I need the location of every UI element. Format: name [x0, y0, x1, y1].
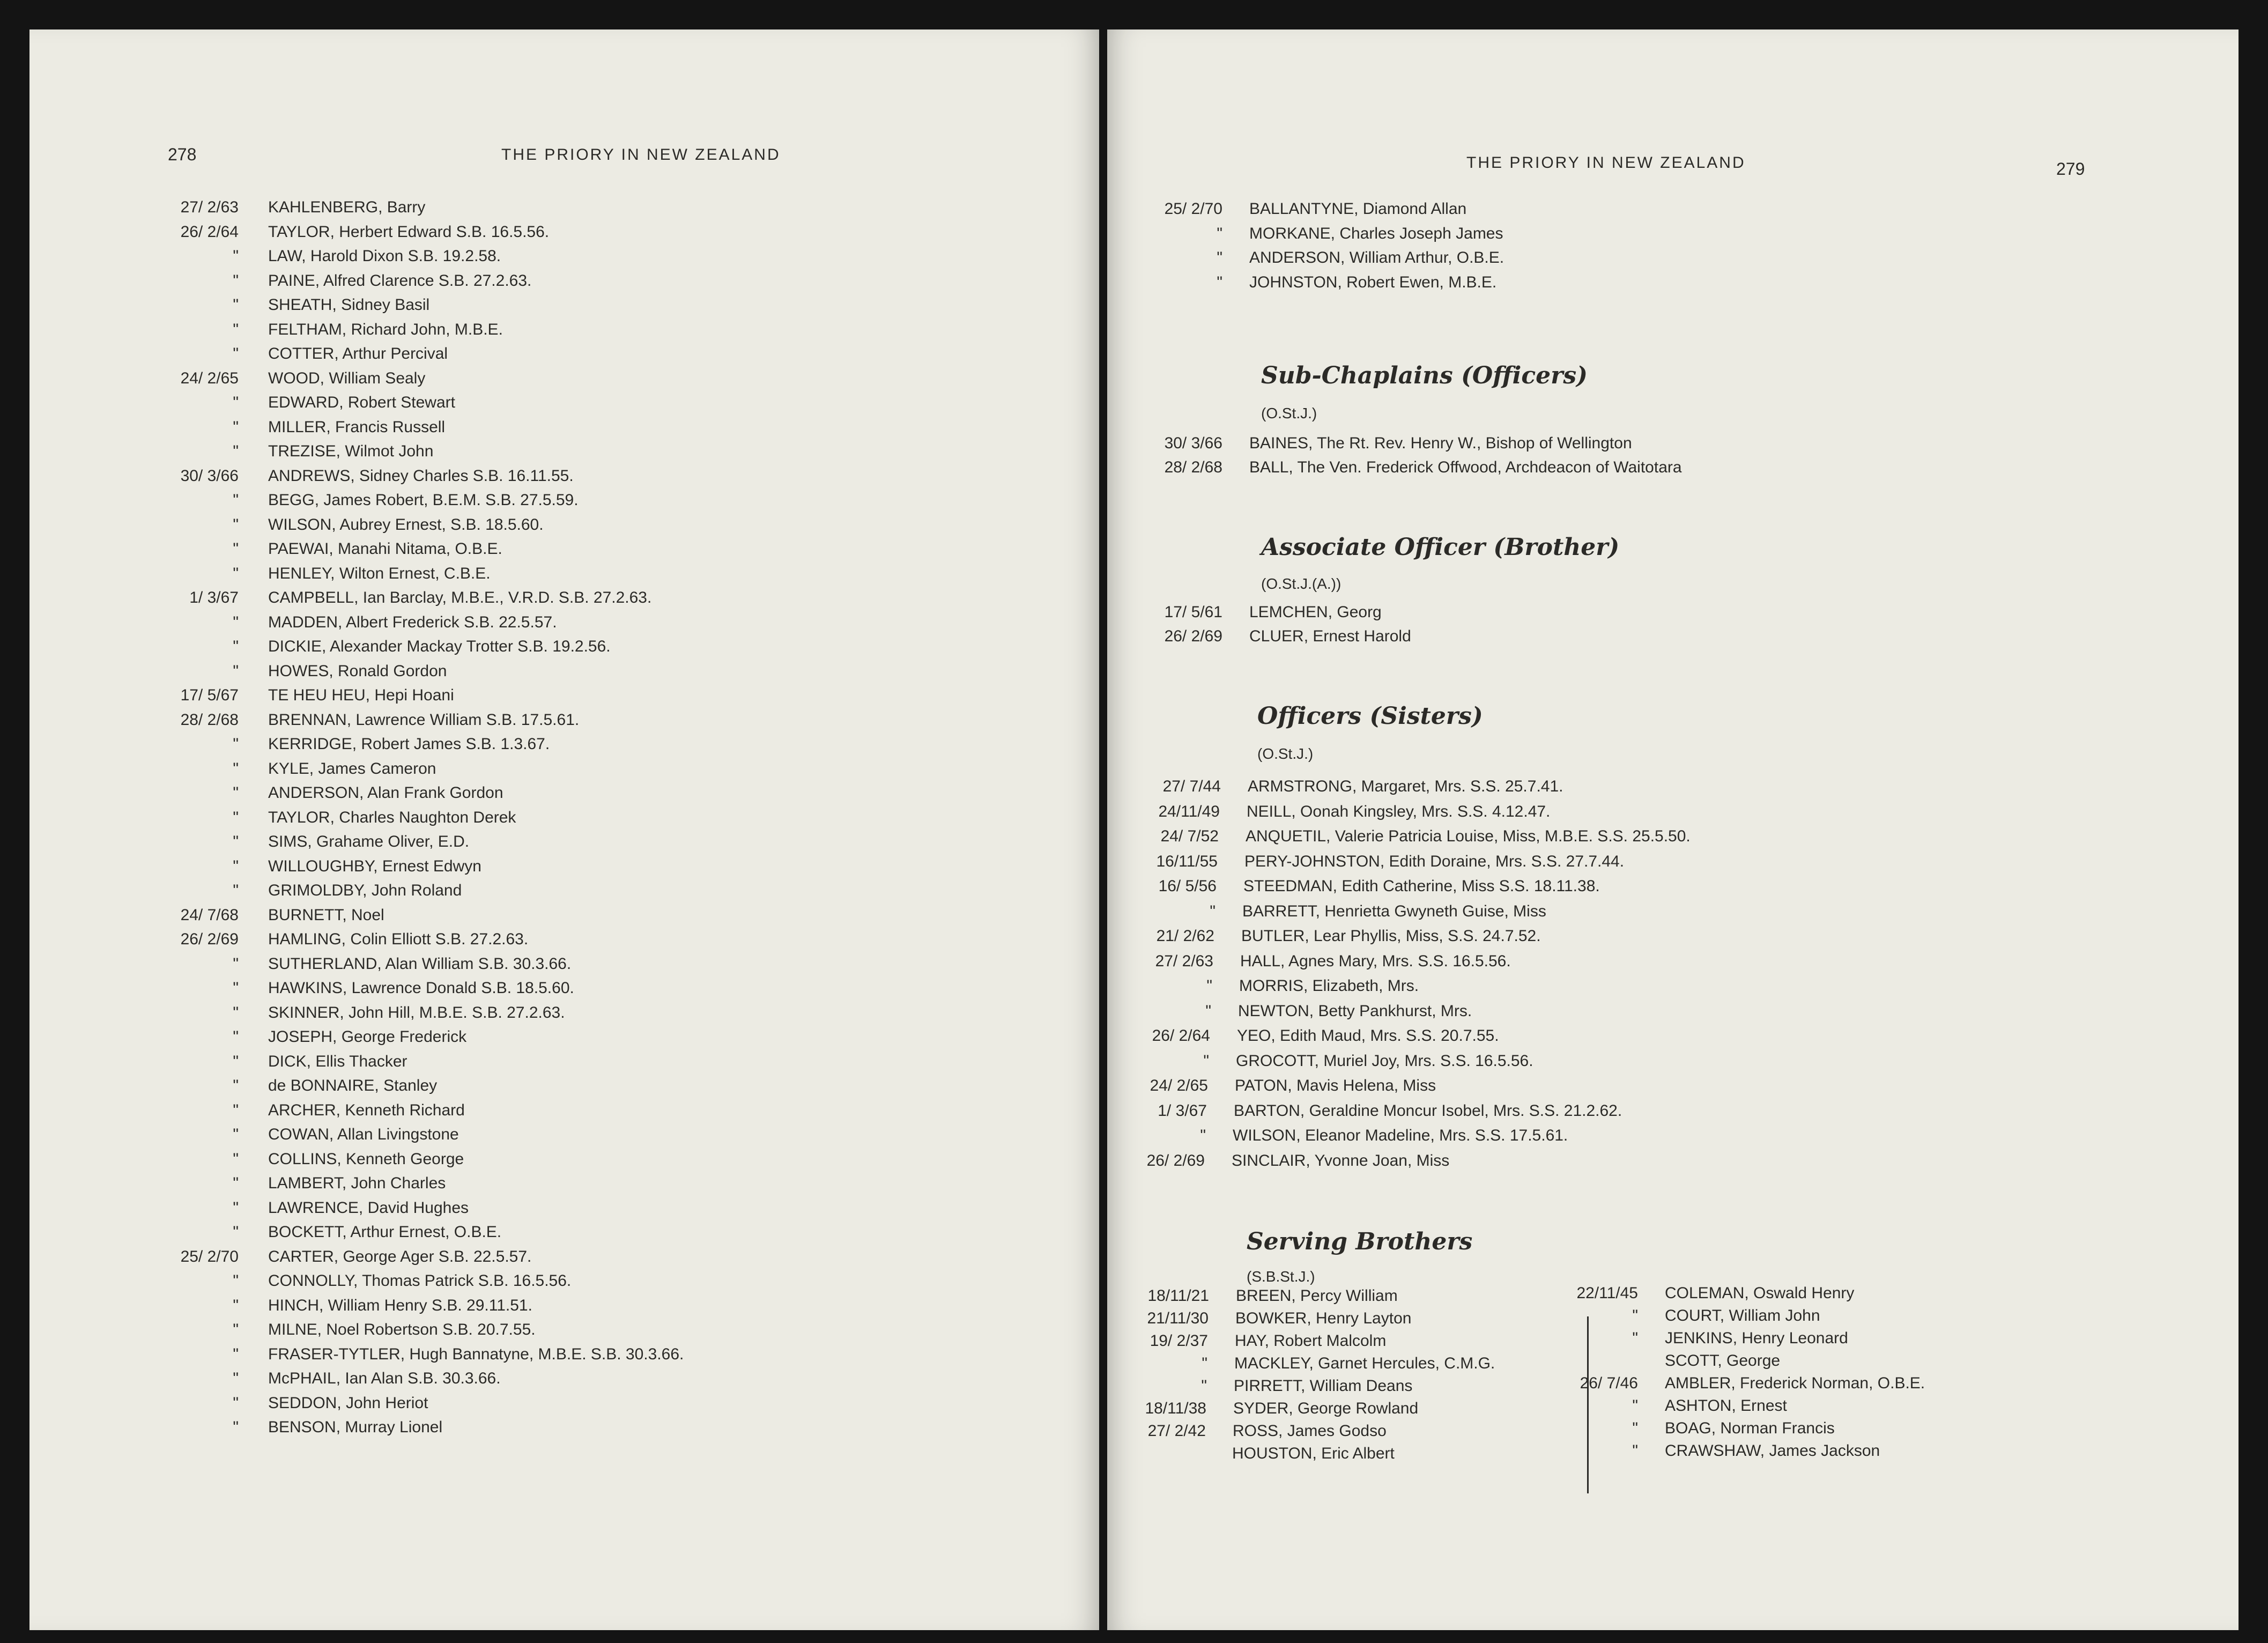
entry-date: 16/11/55 — [1156, 852, 1218, 870]
entry-name: JOHNSTON, Robert Ewen, M.B.E. — [1249, 273, 1497, 291]
entry-date: " — [233, 1223, 239, 1241]
entry-date: " — [233, 491, 239, 509]
entry-name: CRAWSHAW, James Jackson — [1665, 1442, 1880, 1460]
entry-date: 16/ 5/56 — [1158, 877, 1217, 895]
entry-date: " — [233, 979, 239, 997]
entry-name: PERY-JOHNSTON, Edith Doraine, Mrs. S.S. 27.7.44. — [1244, 852, 1625, 870]
entry-name: ARCHER, Kenneth Richard — [268, 1101, 465, 1119]
entry-date: 18/11/21 — [1147, 1287, 1209, 1305]
entry-date: 24/ 2/65 — [180, 369, 239, 387]
entry-name: BAINES, The Rt. Rev. Henry W., Bishop of Wellington — [1249, 434, 1632, 452]
entry-name: DICK, Ellis Thacker — [268, 1052, 407, 1070]
entry-name: KERRIDGE, Robert James S.B. 1.3.67. — [268, 735, 550, 753]
section-heading: Sub-Chaplains (Officers) — [1261, 362, 1588, 389]
entry-date: " — [233, 1174, 239, 1192]
entry-date: " — [1217, 224, 1222, 242]
entry-name: BARRETT, Henrietta Gwyneth Guise, Miss — [1242, 902, 1546, 920]
entry-name: COTTER, Arthur Percival — [268, 345, 448, 362]
entry-date: " — [1201, 1377, 1207, 1395]
entry-name: ARMSTRONG, Margaret, Mrs. S.S. 25.7.41. — [1248, 778, 1563, 795]
left-page — [29, 29, 1099, 1630]
entry-date: 27/ 2/63 — [1155, 952, 1213, 970]
entry-date: " — [233, 1296, 239, 1314]
entry-name: KAHLENBERG, Barry — [268, 198, 426, 216]
entry-date: " — [233, 271, 239, 290]
entry-date: " — [233, 1101, 239, 1119]
entry-date: 24/ 7/52 — [1160, 827, 1219, 845]
entry-name: ANDERSON, Alan Frank Gordon — [268, 784, 503, 802]
page-number: 279 — [2056, 159, 2085, 179]
entry-name: MORKANE, Charles Joseph James — [1249, 224, 1503, 242]
entry-name: STEEDMAN, Edith Catherine, Miss S.S. 18.11.38. — [1243, 877, 1600, 895]
entry-date: " — [233, 1150, 239, 1168]
entry-date: 28/ 2/68 — [1164, 458, 1222, 476]
entry-name: BRENNAN, Lawrence William S.B. 17.5.61. — [268, 711, 580, 729]
entry-name: BOWKER, Henry Layton — [1235, 1309, 1412, 1327]
section-abbreviation: (O.St.J.) — [1257, 745, 1314, 762]
entry-name: ANQUETIL, Valerie Patricia Louise, Miss, M.B.E. S.S. 25.5.50. — [1246, 827, 1691, 845]
entry-date: " — [233, 418, 239, 436]
entry-date: " — [1206, 977, 1212, 995]
entry-name: BREEN, Percy William — [1236, 1287, 1398, 1305]
entry-date: " — [233, 857, 239, 875]
entry-name: CARTER, George Ager S.B. 22.5.57. — [268, 1247, 532, 1265]
section-abbreviation: (O.St.J.) — [1261, 405, 1317, 421]
entry-name: GRIMOLDBY, John Roland — [268, 882, 462, 899]
entry-date: 24/ 7/68 — [180, 906, 239, 924]
entry-date: 26/ 2/69 — [1146, 1151, 1205, 1170]
entry-name: PIRRETT, William Deans — [1234, 1377, 1413, 1395]
entry-name: NEWTON, Betty Pankhurst, Mrs. — [1238, 1002, 1472, 1020]
entry-date: 18/11/38 — [1145, 1400, 1206, 1417]
entry-date: " — [1210, 902, 1215, 920]
right-page — [1107, 29, 2239, 1630]
entry-date: 26/ 2/64 — [1152, 1027, 1210, 1045]
entry-date: " — [233, 564, 239, 582]
entry-date: " — [233, 833, 239, 850]
entry-date: 25/ 2/70 — [1164, 200, 1222, 218]
entry-date: " — [233, 1077, 239, 1094]
entry-date: " — [233, 247, 239, 265]
section-abbreviation: (O.St.J.(A.)) — [1261, 575, 1341, 592]
section-heading: Officers (Sisters) — [1257, 702, 1483, 730]
entry-date: " — [1202, 1355, 1207, 1372]
entry-name: GROCOTT, Muriel Joy, Mrs. S.S. 16.5.56. — [1236, 1052, 1533, 1070]
entry-name: MADDEN, Albert Frederick S.B. 22.5.57. — [268, 613, 557, 631]
entry-date: 26/ 2/64 — [180, 223, 239, 241]
entry-name: HALL, Agnes Mary, Mrs. S.S. 16.5.56. — [1240, 952, 1511, 970]
entry-date: 26/ 7/46 — [1580, 1374, 1638, 1392]
entry-name: AMBLER, Frederick Norman, O.B.E. — [1665, 1374, 1925, 1392]
entry-name: COURT, William John — [1665, 1307, 1820, 1324]
entry-name: EDWARD, Robert Stewart — [268, 394, 455, 411]
entry-name: DICKIE, Alexander Mackay Trotter S.B. 19.2.56. — [268, 638, 611, 655]
entry-date: " — [233, 662, 239, 680]
entry-name: JENKINS, Henry Leonard — [1665, 1329, 1848, 1347]
entry-name: SIMS, Grahame Oliver, E.D. — [268, 833, 470, 850]
entry-date: " — [233, 954, 239, 973]
entry-name: HENLEY, Wilton Ernest, C.B.E. — [268, 564, 491, 582]
entry-date: 28/ 2/68 — [180, 711, 239, 729]
entry-name: CLUER, Ernest Harold — [1249, 627, 1411, 645]
entry-name: PAINE, Alfred Clarence S.B. 27.2.63. — [268, 271, 532, 290]
entry-name: SEDDON, John Heriot — [268, 1394, 428, 1412]
entry-name: LEMCHEN, Georg — [1249, 603, 1382, 621]
entry-date: " — [1632, 1397, 1638, 1415]
entry-date: " — [233, 735, 239, 753]
entry-name: MORRIS, Elizabeth, Mrs. — [1239, 977, 1419, 995]
entry-name: BARTON, Geraldine Moncur Isobel, Mrs. S.S. 21.2.62. — [1234, 1101, 1622, 1120]
entry-date: " — [233, 1198, 239, 1217]
entry-name: MILNE, Noel Robertson S.B. 20.7.55. — [268, 1321, 536, 1338]
page-number: 278 — [168, 145, 197, 164]
entry-date: 25/ 2/70 — [180, 1247, 239, 1265]
entry-date: " — [1632, 1419, 1638, 1437]
entry-name: TE HEU HEU, Hepi Hoani — [268, 686, 454, 704]
entry-date: 17/ 5/67 — [180, 686, 239, 704]
entry-date: " — [1217, 249, 1222, 267]
entry-date: " — [233, 1028, 239, 1046]
entry-name: KYLE, James Cameron — [268, 759, 436, 778]
entry-name: SYDER, George Rowland — [1233, 1400, 1419, 1417]
entry-name: COWAN, Allan Livingstone — [268, 1126, 459, 1143]
entry-name: HINCH, William Henry S.B. 29.11.51. — [268, 1296, 532, 1314]
entry-date: " — [1203, 1052, 1209, 1070]
entry-date: " — [1205, 1002, 1211, 1020]
entry-name: HOUSTON, Eric Albert — [1232, 1445, 1395, 1462]
entry-date: 19/ 2/37 — [1150, 1332, 1208, 1350]
entry-name: COLEMAN, Oswald Henry — [1665, 1284, 1855, 1302]
entry-date: 27/ 2/42 — [1147, 1422, 1206, 1440]
entry-name: WILLOUGHBY, Ernest Edwyn — [268, 857, 481, 875]
entry-name: SHEATH, Sidney Basil — [268, 296, 430, 314]
entry-date: " — [233, 1370, 239, 1387]
entry-date: 26/ 2/69 — [1164, 627, 1222, 645]
entry-name: ANDERSON, William Arthur, O.B.E. — [1249, 249, 1504, 267]
entry-date: " — [233, 515, 239, 534]
entry-date: " — [233, 296, 239, 314]
entry-name: YEO, Edith Maud, Mrs. S.S. 20.7.55. — [1237, 1027, 1499, 1045]
entry-name: JOSEPH, George Frederick — [268, 1028, 467, 1046]
entry-name: BENSON, Murray Lionel — [268, 1418, 443, 1436]
entry-date: 24/11/49 — [1158, 802, 1220, 820]
entry-date: 30/ 3/66 — [180, 467, 239, 485]
entry-name: McPHAIL, Ian Alan S.B. 30.3.66. — [268, 1370, 501, 1387]
entry-name: ROSS, James Godso — [1233, 1422, 1387, 1440]
entry-date: " — [1632, 1307, 1638, 1324]
entry-name: PATON, Mavis Helena, Miss — [1235, 1077, 1436, 1094]
entry-name: HAWKINS, Lawrence Donald S.B. 18.5.60. — [268, 979, 574, 997]
entry-name: WILSON, Aubrey Ernest, S.B. 18.5.60. — [268, 515, 544, 534]
entry-name: BUTLER, Lear Phyllis, Miss, S.S. 24.7.52. — [1241, 927, 1541, 945]
entry-date: 17/ 5/61 — [1164, 603, 1222, 621]
entry-name: CONNOLLY, Thomas Patrick S.B. 16.5.56. — [268, 1272, 572, 1290]
entry-name: BOCKETT, Arthur Ernest, O.B.E. — [268, 1223, 502, 1241]
entry-date: " — [233, 442, 239, 460]
entry-name: SUTHERLAND, Alan William S.B. 30.3.66. — [268, 954, 572, 973]
entry-date: 21/11/30 — [1147, 1309, 1209, 1327]
entry-date: " — [233, 1321, 239, 1338]
entry-name: NEILL, Oonah Kingsley, Mrs. S.S. 4.12.47. — [1247, 802, 1551, 820]
entry-date: 22/11/45 — [1576, 1284, 1638, 1302]
entry-name: ASHTON, Ernest — [1665, 1397, 1787, 1415]
entry-date: " — [233, 1394, 239, 1412]
entry-date: " — [1200, 1127, 1206, 1144]
entry-name: BOAG, Norman Francis — [1665, 1419, 1835, 1437]
entry-date: " — [1217, 273, 1222, 291]
entry-date: " — [233, 638, 239, 655]
entry-name: SINCLAIR, Yvonne Joan, Miss — [1232, 1151, 1450, 1170]
entry-date: " — [233, 1345, 239, 1363]
section-heading: Serving Brothers — [1247, 1228, 1473, 1255]
entry-date: " — [233, 1126, 239, 1143]
entry-name: FRASER-TYTLER, Hugh Bannatyne, M.B.E. S.B. 30.3.66. — [268, 1345, 684, 1363]
entry-name: LAW, Harold Dixon S.B. 19.2.58. — [268, 247, 501, 265]
entry-date: 24/ 2/65 — [1150, 1077, 1208, 1094]
entry-date: " — [233, 320, 239, 338]
section-abbreviation: (S.B.St.J.) — [1247, 1268, 1315, 1285]
entry-date: " — [233, 1003, 239, 1022]
entry-date: " — [1632, 1329, 1638, 1347]
entry-name: COLLINS, Kenneth George — [268, 1150, 464, 1168]
running-head: THE PRIORY IN NEW ZEALAND — [501, 146, 781, 164]
entry-name: MACKLEY, Garnet Hercules, C.M.G. — [1234, 1355, 1495, 1372]
entry-name: WOOD, William Sealy — [268, 369, 426, 387]
entry-date: " — [1632, 1442, 1638, 1460]
entry-date: 1/ 3/67 — [1158, 1101, 1207, 1120]
entry-date: 27/ 2/63 — [180, 198, 239, 216]
entry-name: BEGG, James Robert, B.E.M. S.B. 27.5.59. — [268, 491, 579, 509]
entry-name: LAWRENCE, David Hughes — [268, 1198, 469, 1217]
entry-name: ANDREWS, Sidney Charles S.B. 16.11.55. — [268, 467, 574, 485]
entry-name: HOWES, Ronald Gordon — [268, 662, 447, 680]
entry-date: 21/ 2/62 — [1156, 927, 1214, 945]
entry-name: TREZISE, Wilmot John — [268, 442, 434, 460]
entry-date: " — [233, 613, 239, 631]
running-head: THE PRIORY IN NEW ZEALAND — [1466, 154, 1746, 172]
entry-date: " — [233, 345, 239, 362]
entry-date: " — [233, 808, 239, 826]
entry-name: MILLER, Francis Russell — [268, 418, 446, 436]
entry-name: SKINNER, John Hill, M.B.E. S.B. 27.2.63. — [268, 1003, 565, 1022]
entry-name: HAMLING, Colin Elliott S.B. 27.2.63. — [268, 930, 529, 948]
entry-name: BURNETT, Noel — [268, 906, 384, 924]
entry-date: " — [233, 784, 239, 802]
entry-name: de BONNAIRE, Stanley — [268, 1077, 438, 1094]
entry-date: " — [233, 394, 239, 411]
entry-name: LAMBERT, John Charles — [268, 1174, 446, 1192]
entry-name: TAYLOR, Charles Naughton Derek — [268, 808, 516, 826]
entry-date: " — [233, 540, 239, 558]
entry-name: PAEWAI, Manahi Nitama, O.B.E. — [268, 540, 502, 558]
entry-date: " — [233, 1418, 239, 1436]
entry-date: " — [233, 882, 239, 899]
entry-date: " — [233, 1052, 239, 1070]
section-heading: Associate Officer (Brother) — [1261, 534, 1620, 561]
entry-name: CAMPBELL, Ian Barclay, M.B.E., V.R.D. S.B. 27.2.63. — [268, 589, 652, 606]
entry-date: 26/ 2/69 — [180, 930, 239, 948]
entry-name: WILSON, Eleanor Madeline, Mrs. S.S. 17.5.61. — [1233, 1127, 1568, 1144]
entry-name: TAYLOR, Herbert Edward S.B. 16.5.56. — [268, 223, 550, 241]
entry-name: FELTHAM, Richard John, M.B.E. — [268, 320, 503, 338]
entry-name: BALLANTYNE, Diamond Allan — [1249, 200, 1467, 218]
entry-name: BALL, The Ven. Frederick Offwood, Archdeacon of Waitotara — [1249, 458, 1682, 476]
entry-date: 1/ 3/67 — [189, 589, 239, 606]
entry-name: HAY, Robert Malcolm — [1235, 1332, 1387, 1350]
entry-date: " — [233, 1272, 239, 1290]
entry-name: SCOTT, George — [1665, 1352, 1781, 1370]
entry-date: " — [233, 759, 239, 778]
entry-date: 30/ 3/66 — [1164, 434, 1222, 452]
entry-date: 27/ 7/44 — [1162, 778, 1221, 795]
